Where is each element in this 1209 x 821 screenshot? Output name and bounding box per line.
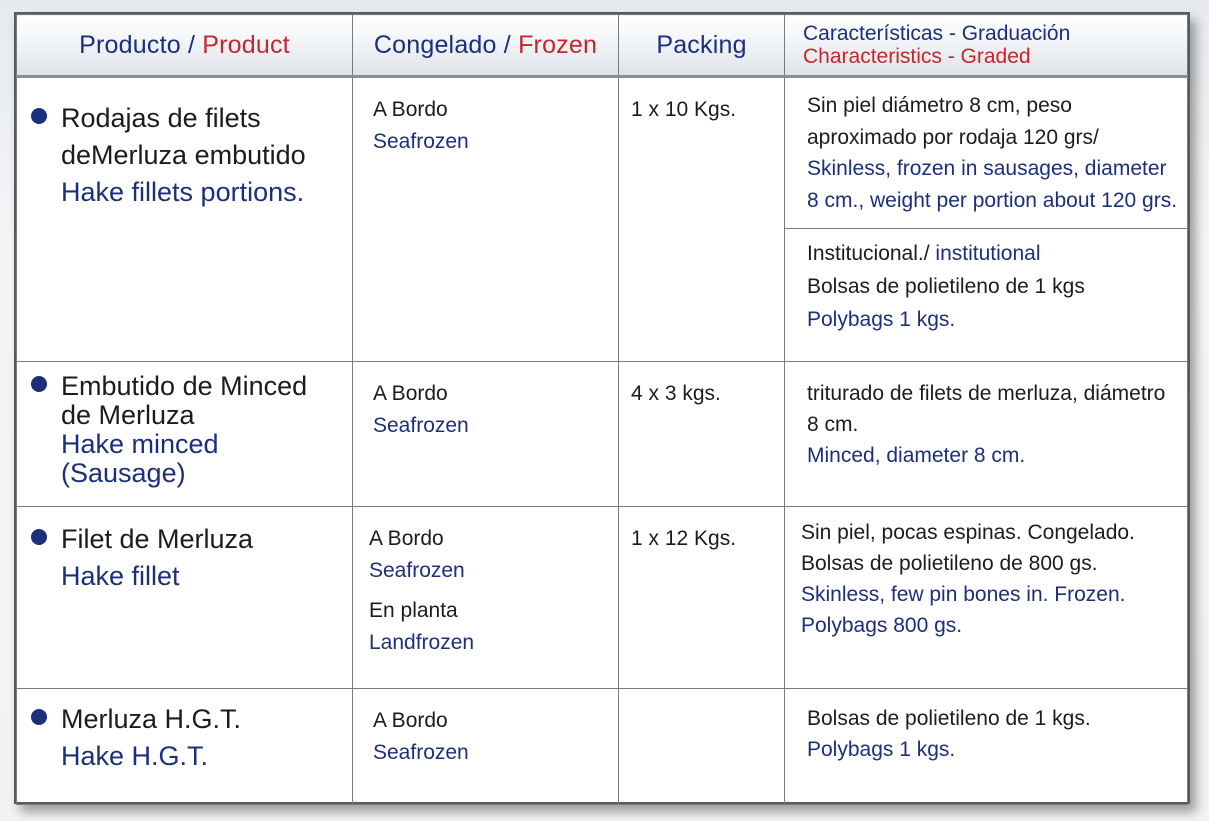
product-table-sheet (14, 12, 1190, 804)
header-packing (619, 15, 785, 77)
product-name-es: Rodajas de filets (61, 103, 261, 133)
characteristics-es: Sin piel, pocas espinas. Congelado. Bolsas de polietileno de 800 gs. (801, 521, 1135, 575)
product-name-es: Filet de Merluza (61, 524, 254, 554)
header-frozen (353, 15, 619, 77)
header-product (17, 15, 353, 77)
product-cell (17, 507, 353, 689)
frozen-cell (353, 689, 619, 805)
characteristics-cell (785, 362, 1188, 507)
characteristics-bag-en: Polybags 1 kgs. (807, 308, 956, 331)
characteristics-cell (785, 77, 1188, 362)
product-cell (17, 77, 353, 362)
product-name-en: Hake fillet (61, 561, 180, 591)
header-frozen-es: Congelado / (373, 30, 511, 59)
frozen-en: Landfrozen (369, 631, 475, 654)
table-row (17, 507, 1188, 689)
bullet-icon (31, 529, 47, 545)
packing-value: 1 x 12 Kgs. (631, 527, 737, 550)
bullet-icon (31, 108, 47, 124)
frozen-cell (353, 77, 619, 362)
characteristics-en: Skinless, few pin bones in. Frozen. Polybags 800 gs. (801, 583, 1126, 637)
table-header-row (17, 15, 1188, 77)
frozen-es: En planta (369, 599, 458, 622)
table-row (17, 689, 1188, 805)
header-product-es: Producto / (79, 30, 196, 59)
header-characteristics-en: Characteristics - Graded (803, 45, 1031, 68)
characteristics-en: Polybags 1 kgs. (807, 738, 956, 761)
header-product-en: Product (202, 30, 290, 59)
frozen-en: Seafrozen (373, 414, 469, 437)
characteristics-es: triturado de filets de merluza, diámetro 8 cm. (807, 382, 1166, 436)
frozen-en: Seafrozen (373, 130, 469, 153)
product-cell (17, 362, 353, 507)
packing-value: 1 x 10 Kgs. (631, 98, 737, 121)
characteristics-type-es: Institucional./ (807, 242, 930, 265)
product-name-es: Embutido de Minced (61, 371, 308, 401)
packing-cell (619, 77, 785, 362)
characteristics-es: Bolsas de polietileno de 1 kgs. (807, 707, 1091, 730)
packing-value: 4 x 3 kgs. (631, 382, 721, 405)
product-name-es-cont: deMerluza embutido (61, 140, 306, 170)
packing-cell (619, 362, 785, 507)
bullet-icon (31, 709, 47, 725)
product-name-es: Merluza H.G.T. (61, 704, 242, 734)
frozen-es: A Bordo (373, 709, 448, 732)
header-packing-label: Packing (656, 30, 747, 59)
characteristics-type-en: institutional (935, 242, 1041, 265)
characteristics-en: Minced, diameter 8 cm. (807, 444, 1026, 467)
packing-cell (619, 507, 785, 689)
characteristics-bag-es: Bolsas de polietileno de 1 kgs (807, 275, 1085, 298)
header-characteristics (785, 15, 1188, 77)
product-name-en: Hake minced (61, 429, 219, 459)
characteristics-cell (785, 507, 1188, 689)
frozen-en: Seafrozen (369, 559, 465, 582)
frozen-es: A Bordo (373, 382, 448, 405)
packing-cell (619, 689, 785, 805)
characteristics-es: Sin piel diámetro 8 cm, peso aproximado por rodaja 120 grs/ (807, 94, 1099, 149)
table-row (17, 362, 1188, 507)
table-row (17, 77, 1188, 362)
frozen-cell (353, 362, 619, 507)
frozen-es: A Bordo (373, 98, 448, 121)
frozen-en: Seafrozen (373, 741, 469, 764)
product-table (16, 14, 1188, 805)
product-name-en: Hake H.G.T. (61, 741, 209, 771)
header-frozen-en: Frozen (518, 30, 598, 59)
characteristics-en: Skinless, frozen in sausages, diameter 8 cm., weight per portion about 120 grs. (807, 157, 1178, 212)
product-name-en: Hake fillets portions. (61, 177, 305, 207)
characteristics-cell (785, 689, 1188, 805)
header-characteristics-es: Características - Graduación (803, 22, 1071, 45)
frozen-es: A Bordo (369, 527, 444, 550)
product-cell (17, 689, 353, 805)
product-name-en-cont: (Sausage) (61, 458, 186, 488)
product-name-es-cont: de Merluza (61, 400, 195, 430)
bullet-icon (31, 376, 47, 392)
frozen-cell (353, 507, 619, 689)
packing-value (619, 689, 784, 705)
